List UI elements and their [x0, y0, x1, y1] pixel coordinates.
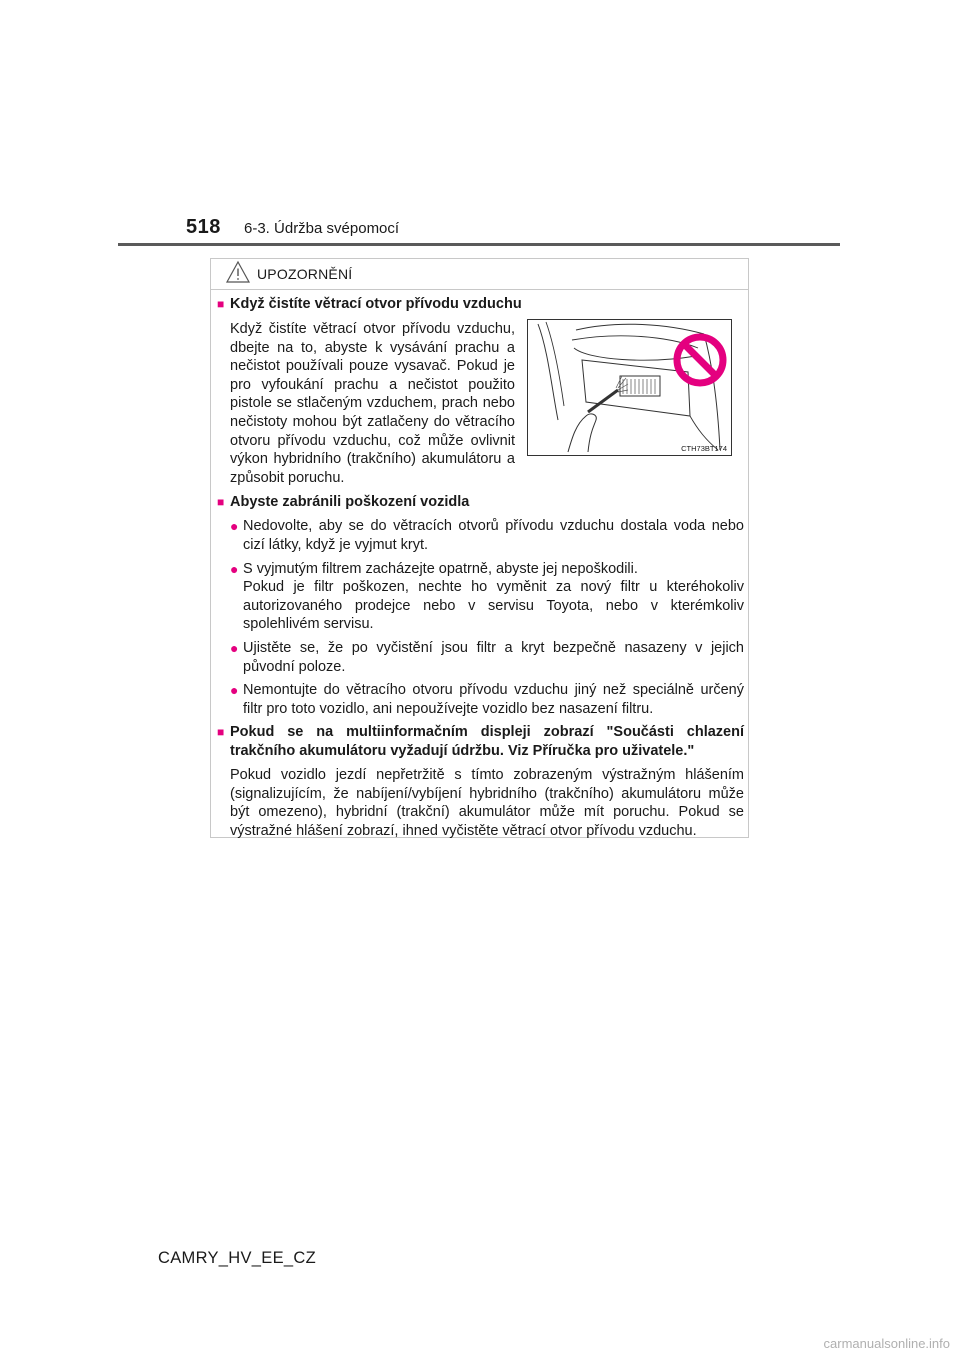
list-item-text — [243, 560, 744, 634]
display-message-paragraph: Pokud vozidlo jezdí nepřetržitě s tímto zobrazeným výstražným hlášením (signalizujícím, že nabíjení/vybíjení hybridního (trakčního) akumulátoru může být omezeno), hybridní (trakční) akumulátor může mít poruchu. Pokud se výstražné hlášení zobrazí, ihned vyčistěte větrací otvor přívodu vzduchu. — [230, 767, 744, 840]
list-item — [230, 517, 744, 554]
watermark: carmanualsonline.info — [823, 1336, 950, 1351]
list-item — [230, 639, 744, 676]
subheading-prevent-damage — [217, 493, 744, 512]
warning-box — [210, 258, 749, 838]
bullet-dot-icon: ● — [230, 639, 239, 656]
header-divider — [118, 243, 840, 246]
list-item-line: Pokud je filtr poškozen, nechte ho vyměnit za nový filtr u kteréhokoliv autorizovaného prodejce nebo v servisu Toyota, nebo v kterémkoliv spolehlivém servisu. — [243, 579, 744, 633]
bullet-dot-icon: ● — [230, 560, 239, 577]
warning-header — [211, 259, 748, 290]
section-cleaning-row — [217, 320, 744, 487]
section-title: 6-3. Údržba svépomocí — [244, 220, 400, 237]
square-bullet-icon: ■ — [217, 297, 225, 311]
warning-content — [217, 295, 744, 841]
warning-triangle-icon — [225, 260, 251, 289]
list-item-line: S vyjmutým filtrem zacházejte opatrně, abyste jej nepoškodili. — [243, 560, 638, 577]
subheading-display-message — [217, 723, 744, 761]
list-item — [230, 681, 744, 718]
vent-cleaning-illustration — [527, 319, 732, 456]
list-item-text: Ujistěte se, že po vyčistění jsou filtr a kryt bezpečně nasazeny v jejich původní poloze. — [243, 639, 744, 675]
page-number: 518 — [186, 216, 221, 238]
cleaning-paragraph: Když čistíte větrací otvor přívodu vzduchu, dbejte na to, abyste k vysávání prachu a nečistot používali pouze vysavač. Pokud je pro vyfoukání prachu a nečistot použito pistole se stlačeným vzduchem, prach nebo nečistoty mohou být zatlačeny do větracího otvoru přívodu vzduchu, což může ovlivnit výkon hybridního (trakčního) akumulátoru a způsobit poruchu. — [230, 321, 515, 486]
warning-title: UPOZORNĚNÍ — [257, 266, 353, 282]
square-bullet-icon: ■ — [217, 495, 225, 510]
square-bullet-icon: ■ — [217, 725, 225, 740]
subheading-text: Abyste zabránili poškození vozidla — [230, 494, 470, 511]
figure-code: CTH73BT174 — [681, 444, 727, 453]
list-item — [230, 560, 744, 634]
list-item-text: Nemontujte do větracího otvoru přívodu vzduchu jiný než speciálně určený filtr pro toto vozidlo, ani nepoužívejte vozidlo bez nasazení filtru. — [243, 682, 744, 717]
subheading-text: Pokud se na multiinformačním displeji zobrazí "Součásti chlazení trakčního akumulátoru vyžadují údržbu. Viz Příručka pro uživatele." — [230, 724, 744, 760]
footer-model-code: CAMRY_HV_EE_CZ — [158, 1249, 316, 1267]
bullet-dot-icon: ● — [230, 518, 239, 535]
subheading-text: Když čistíte větrací otvor přívodu vzduchu — [230, 296, 522, 312]
list-item-text: Nedovolte, aby se do větracích otvorů přívodu vzduchu dostala voda nebo cizí látky, když je vyjmut kryt. — [243, 518, 744, 553]
subheading-cleaning-vent — [217, 295, 744, 314]
bullet-dot-icon: ● — [230, 682, 239, 699]
